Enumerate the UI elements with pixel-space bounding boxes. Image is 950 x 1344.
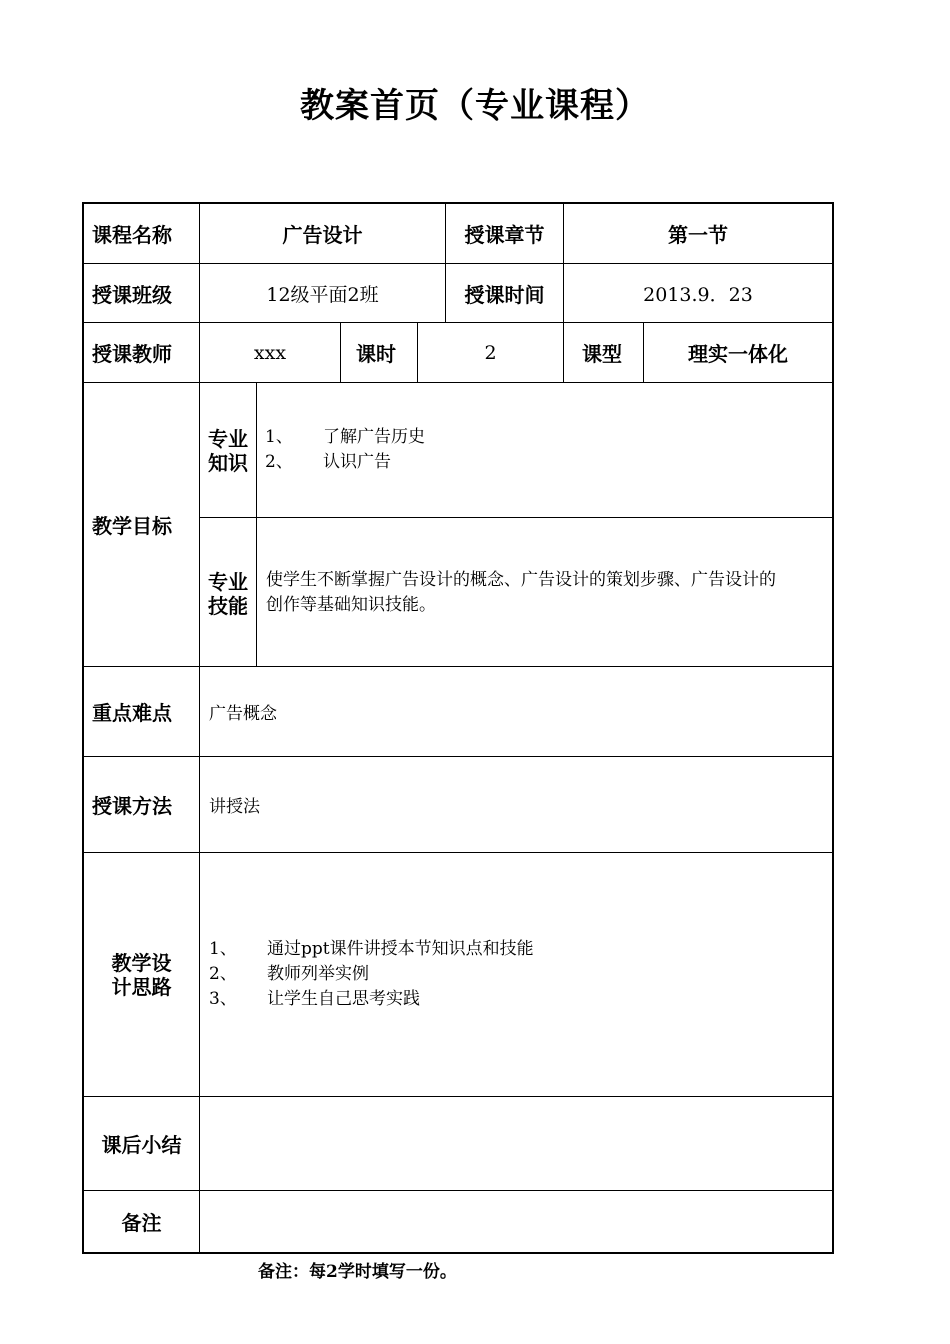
list-item — [265, 450, 425, 475]
time-label: 授课时间 — [464, 282, 545, 307]
method-label: 授课方法 — [92, 794, 172, 818]
skill-text — [266, 568, 828, 618]
skill-label — [200, 566, 256, 622]
list-item-number: 1、 — [265, 427, 293, 447]
class-value: 12级平面2班 — [266, 283, 379, 306]
skill-label-line1: 专业 — [208, 570, 248, 594]
class-label: 授课班级 — [92, 282, 172, 307]
list-item-text: 教师列举实例 — [267, 964, 369, 984]
skill-label-line2: 技能 — [208, 594, 248, 618]
knowledge-label-line1: 专业 — [208, 427, 248, 451]
method-value: 讲授法 — [209, 797, 260, 817]
list-item-text: 通过ppt课件讲授本节知识点和技能 — [267, 939, 534, 959]
key-points-label: 重点难点 — [92, 701, 172, 725]
design-label-line1: 教学设 — [111, 950, 172, 975]
list-item-text: 认识广告 — [323, 452, 391, 472]
course-name-label: 课程名称 — [92, 222, 172, 247]
remarks-value — [209, 1191, 829, 1252]
skill-text-line2: 创作等基础知识技能。 — [266, 595, 436, 615]
list-item — [209, 987, 534, 1012]
design-label-line2: 计思路 — [111, 974, 172, 999]
objectives-label: 教学目标 — [92, 514, 172, 538]
list-item — [209, 937, 534, 962]
design-list — [209, 937, 534, 1012]
knowledge-label-line2: 知识 — [208, 451, 248, 475]
type-label: 课型 — [582, 342, 622, 366]
time-value: 2013.9．23 — [643, 283, 753, 306]
teacher-value: xxx — [253, 341, 287, 364]
list-item-number: 2、 — [265, 452, 293, 472]
course-name-value: 广告设计 — [282, 222, 363, 247]
chapter-label: 授课章节 — [464, 222, 545, 247]
list-item-text: 让学生自己思考实践 — [267, 989, 420, 1009]
skill-text-line1: 使学生不断掌握广告设计的概念、广告设计的策划步骤、广告设计的 — [266, 570, 776, 590]
summary-label: 课后小结 — [101, 1133, 182, 1157]
list-item — [209, 962, 534, 987]
knowledge-list — [265, 425, 425, 475]
footer-note: 备注：每2学时填写一份。 — [258, 1262, 457, 1282]
list-item-text: 了解广告历史 — [323, 427, 425, 447]
remarks-label: 备注 — [121, 1211, 162, 1235]
key-points-value: 广告概念 — [209, 704, 277, 724]
list-item-number: 3、 — [209, 989, 237, 1009]
list-item-number: 2、 — [209, 964, 237, 984]
teacher-label: 授课教师 — [92, 342, 172, 366]
page-title: 教案首页（专业课程） — [300, 86, 650, 126]
design-label — [84, 853, 199, 1096]
hours-value: 2 — [484, 341, 497, 364]
type-value: 理实一体化 — [688, 342, 788, 366]
hours-label: 课时 — [356, 342, 396, 366]
summary-value — [209, 1097, 829, 1190]
knowledge-label — [200, 423, 256, 479]
list-item — [265, 425, 425, 450]
list-item-number: 1、 — [209, 939, 237, 959]
chapter-value: 第一节 — [668, 222, 728, 247]
